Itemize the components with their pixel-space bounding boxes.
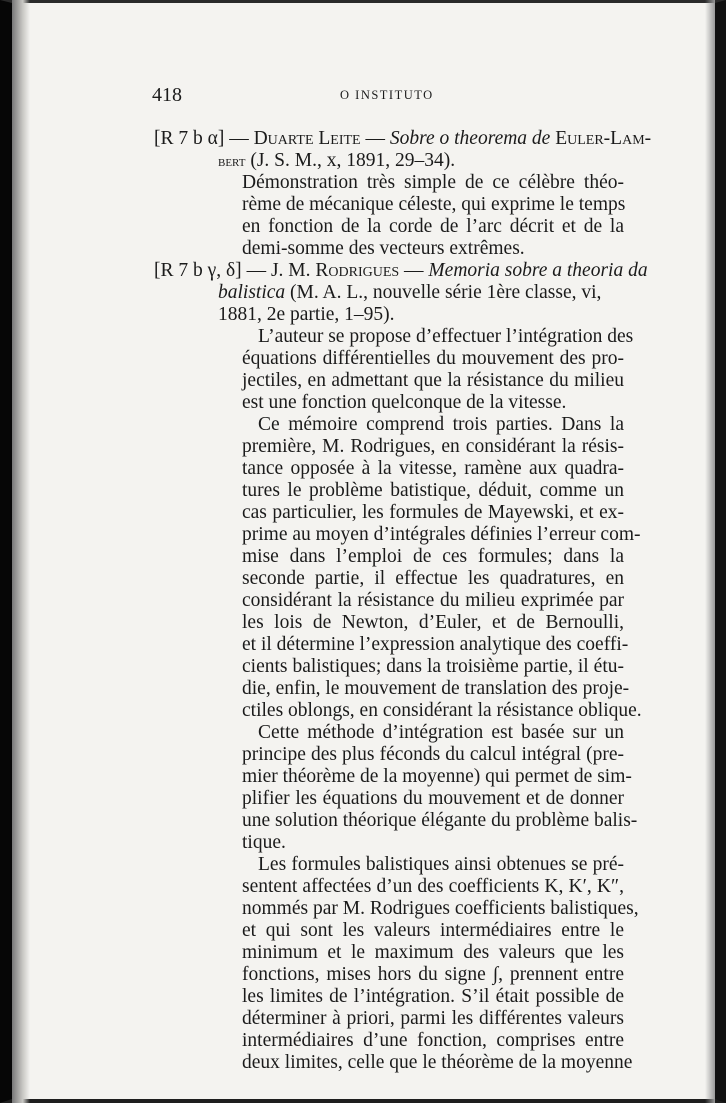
paragraph-line: Ce mémoire comprend trois parties. Dans la (258, 414, 624, 435)
edge-shadow (705, 0, 715, 1103)
paragraph-line: fonctions, mises hors du signe ∫, prennent entre (242, 964, 624, 985)
paragraph-line: considérant la résistance du milieu exprimée par (242, 590, 624, 611)
entry2-citation: balistica (M. A. L., nouvelle série 1ère classe, vi, (218, 282, 602, 303)
paragraph-line: Les formules balistiques ainsi obtenues se pré- (258, 854, 624, 875)
paragraph-line: cients balistiques; dans la troisième partie, il étu- (242, 656, 624, 677)
entry2-citation2: 1881, 2e partie, 1–95). (218, 304, 395, 325)
paragraph-line: les lois de Newton, d’Euler, et de Bernoulli, (242, 612, 624, 633)
paragraph-line: déterminer à priori, parmi les différentes valeurs (242, 1008, 624, 1029)
paragraph-line: intermédiaires d’une fonction, comprises entre (242, 1030, 624, 1051)
paragraph-line: Cette méthode d’intégration est basée sur un (258, 722, 624, 743)
paragraph-line: minimum et le maximum des valeurs que les (242, 942, 624, 963)
paragraph-line: première, M. Rodrigues, en considérant la résis- (242, 436, 624, 457)
paragraph-line: principe des plus féconds du calcul intégral (pre- (242, 744, 624, 765)
paragraph-line: tique. (242, 832, 286, 853)
paragraph-line: mise dans l’emploi de ces formules; dans la (242, 546, 624, 567)
paragraph-line: L’auteur se propose d’effectuer l’intégration des (258, 326, 634, 347)
paragraph-line: cas particulier, les formules de Mayewski, et ex- (242, 502, 624, 523)
entry2-heading: [R 7 b γ, δ] — J. M. Rodrigues — Memoria sobre a theoria da (154, 260, 648, 281)
entry1-line: rème de mécanique céleste, qui exprime le temps (242, 194, 626, 215)
paragraph-line: équations différentielles du mouvement des pro- (242, 348, 624, 369)
entry1-citation: bert (J. S. M., x, 1891, 29–34). (218, 150, 456, 171)
paragraph-line: tance opposée à la vitesse, ramène aux quadra- (242, 458, 624, 479)
paragraph-line: est une fonction quelconque de la vitesse. (242, 392, 567, 413)
entry2-ref: [R 7 b γ, δ] (154, 260, 242, 281)
paragraph-line: une solution théorique élégante du problème balis- (242, 810, 638, 831)
entry1-author: Duarte Leite (253, 128, 361, 149)
paragraph-line: et il détermine l’expression analytique des coeffi- (242, 634, 629, 655)
paragraph-line: seconde partie, il effectue les quadratures, en (242, 568, 624, 589)
running-title: O INSTITUTO (340, 88, 434, 102)
entry2-author: Rodrigues (315, 260, 400, 281)
paragraph-line: prime au moyen d’intégrales définies l’erreur com- (242, 524, 641, 545)
paragraph-line: les limites de l’intégration. S’il était possible de (242, 986, 624, 1007)
entry1-line: demi-somme des vecteurs extrêmes. (242, 238, 525, 259)
entry1-line: Démonstration très simple de ce célèbre théo- (242, 172, 624, 193)
paragraph-line: et qui sont les valeurs intermédiaires entre le (242, 920, 624, 941)
paragraph-line: tures le problème batistique, déduit, comme un (242, 480, 624, 501)
entry1-heading: [R 7 b α] — Duarte Leite — Sobre o theorema de Euler-Lam- (154, 128, 652, 149)
paragraph-line: ctiles oblongs, en considérant la résistance oblique. (242, 700, 642, 721)
paragraph-line: nommés par M. Rodrigues coefficients balistiques, (242, 898, 639, 919)
page-number: 418 (152, 84, 182, 106)
paragraph-line: die, enfin, le mouvement de translation des proje- (242, 678, 630, 699)
binding-shadow (12, 0, 30, 1103)
paragraph-line: plifier les équations du mouvement et de donner (242, 788, 624, 809)
paragraph-line: sentent affectées d’un des coefficients K, K′, K″, (242, 876, 624, 897)
entry1-ref: [R 7 b α] (154, 128, 225, 149)
entry1-title: Sobre o theorema de (389, 128, 551, 149)
paragraph-line: deux limites, celle que le théorème de la moyenne (242, 1052, 633, 1073)
paragraph-line: mier théorème de la moyenne) qui permet de sim- (242, 766, 632, 787)
entry1-line: en fonction de la corde de l’arc décrit et de la (242, 216, 624, 237)
paragraph-line: jectiles, en admettant que la résistance du milieu (242, 370, 624, 391)
entry2-title: Memoria sobre a theoria da (428, 260, 648, 281)
